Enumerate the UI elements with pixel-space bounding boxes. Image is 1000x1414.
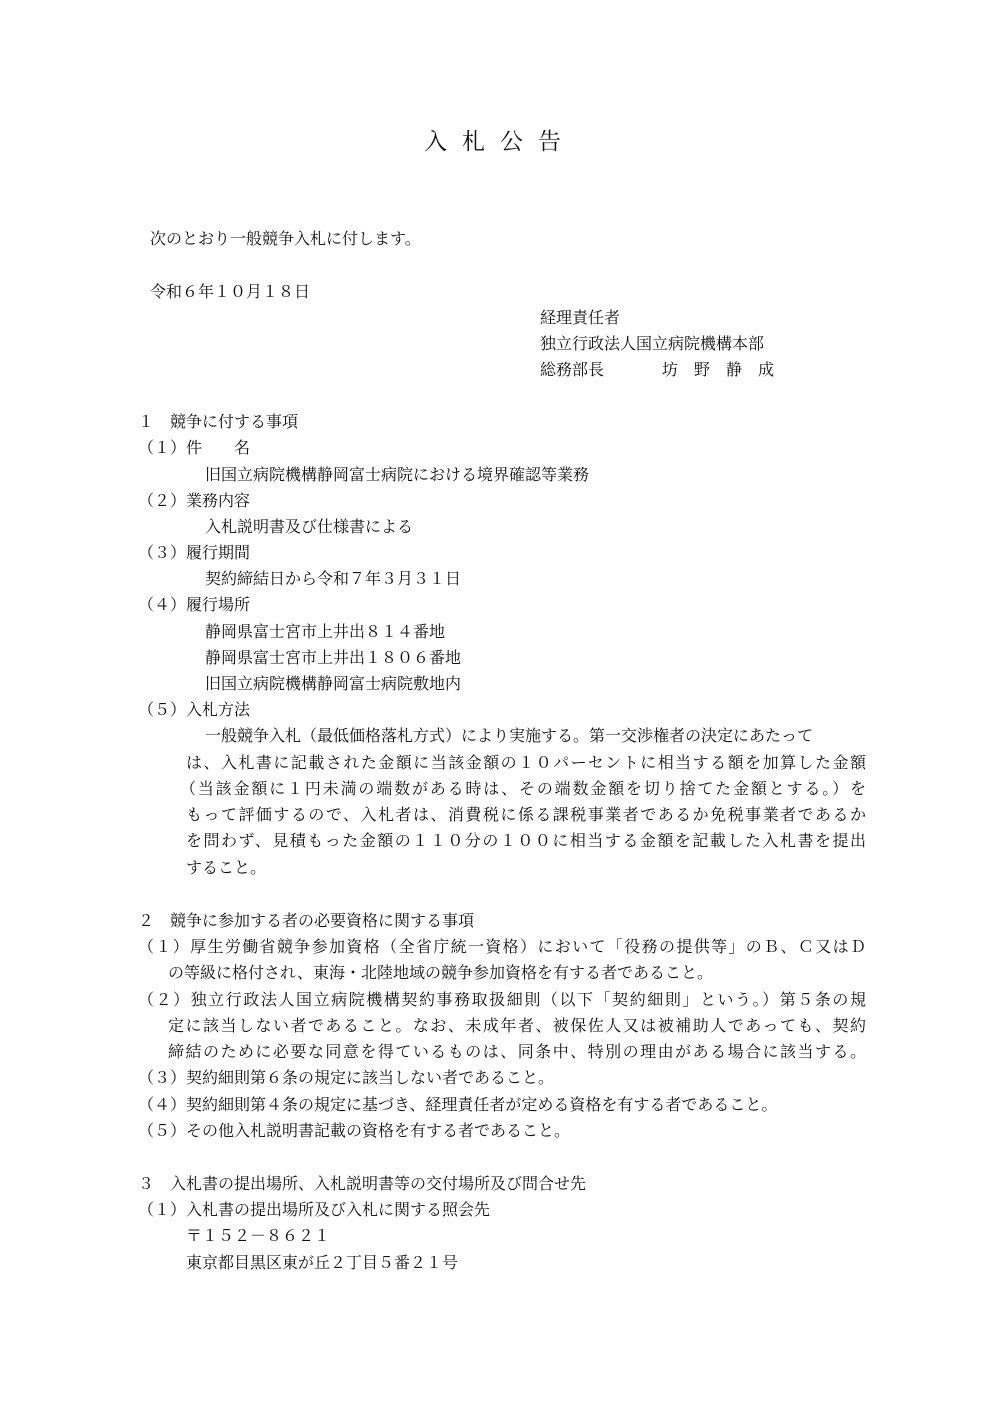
s1-item4-line: 静岡県富士宮市上井出１８０６番地 bbox=[205, 648, 462, 667]
section-3-heading: ３ 入札書の提出場所、入札説明書等の交付場所及び問合せ先 bbox=[138, 1174, 587, 1193]
s3-item1-label: （１）入札書の提出場所及び入札に関する照会先 bbox=[138, 1200, 491, 1219]
s1-item3-label: （３）履行期間 bbox=[138, 543, 251, 562]
s2-item2-line: （２）独立行政法人国立病院機構契約事務取扱細則（以下「契約細則」という。）第５条の規 bbox=[138, 990, 866, 1009]
s2-item3: （３）契約細則第６条の規定に該当しない者であること。 bbox=[138, 1068, 555, 1087]
s2-item1-line: （１）厚生労働省競争参加資格（全省庁統一資格）において「役務の提供等」のＢ、Ｃ又はＤ bbox=[138, 937, 866, 956]
section-2-heading: ２ 競争に参加する者の必要資格に関する事項 bbox=[138, 911, 475, 930]
s1-item5-line: もって評価するので、入札者は、消費税に係る課税事業者であるか免税事業者であるか bbox=[186, 805, 866, 824]
s1-item4-label: （４）履行場所 bbox=[138, 595, 251, 614]
s2-item2-line: 定に該当しない者であること。なお、未成年者、被保佐人又は被補助人であっても、契約 bbox=[168, 1016, 866, 1035]
s1-item1-label: （１）件 名 bbox=[138, 438, 251, 457]
issuer-org: 独立行政法人国立病院機構本部 bbox=[540, 334, 765, 353]
s1-item4-line: 旧国立病院機構静岡富士病院敷地内 bbox=[205, 674, 462, 693]
s1-item2-text: 入札説明書及び仕様書による bbox=[205, 517, 414, 536]
issuer-name: 坊 野 静 成 bbox=[662, 360, 775, 379]
s1-item5-line: すること。 bbox=[186, 858, 267, 877]
s1-item2-label: （２）業務内容 bbox=[138, 491, 251, 510]
s1-item5-line: は、入札書に記載された金額に当該金額の１０パーセントに相当する額を加算した金額 bbox=[186, 753, 866, 772]
issuer-role: 経理責任者 bbox=[540, 308, 621, 327]
s3-address: 東京都目黒区東が丘２丁目５番２１号 bbox=[186, 1253, 459, 1272]
s1-item1-text: 旧国立病院機構静岡富士病院における境界確認等業務 bbox=[205, 465, 590, 484]
s1-item3-text: 契約締結日から令和７年３月３１日 bbox=[205, 569, 462, 588]
s1-item4-line: 静岡県富士宮市上井出８１４番地 bbox=[205, 622, 446, 641]
s2-item2-line: 締結のために必要な同意を得ているものは、同条中、特別の理由がある場合に該当する。 bbox=[168, 1042, 866, 1061]
s1-item5-line: を問わず、見積もった金額の１１０分の１００に相当する金額を記載した入札書を提出 bbox=[186, 831, 866, 850]
intro-text: 次のとおり一般競争入札に付します。 bbox=[150, 229, 421, 248]
issue-date: 令和６年１０月１８日 bbox=[150, 282, 311, 301]
s1-item5-line: （当該金額に１円未満の端数がある時は、その端数金額を切り捨てた金額とする。）を bbox=[180, 779, 866, 798]
section-1-heading: １ 競争に付する事項 bbox=[138, 412, 299, 431]
s2-item4: （４）契約細則第４条の規定に基づき、経理責任者が定める資格を有する者であること。 bbox=[138, 1095, 778, 1114]
s1-item5-label: （５）入札方法 bbox=[138, 700, 251, 719]
s2-item5: （５）その他入札説明書記載の資格を有する者であること。 bbox=[138, 1121, 571, 1140]
issuer-dept: 総務部長 bbox=[540, 360, 605, 379]
s3-postal-code: 〒１５２－８６２１ bbox=[186, 1226, 331, 1245]
page-title: 入札公告 bbox=[424, 129, 576, 155]
s1-item5-line: 一般競争入札（最低価格落札方式）により実施する。第一交渉権者の決定にあたって bbox=[205, 726, 814, 745]
s2-item1-line: の等級に格付され、東海・北陸地域の競争参加資格を有する者であること。 bbox=[168, 963, 713, 982]
